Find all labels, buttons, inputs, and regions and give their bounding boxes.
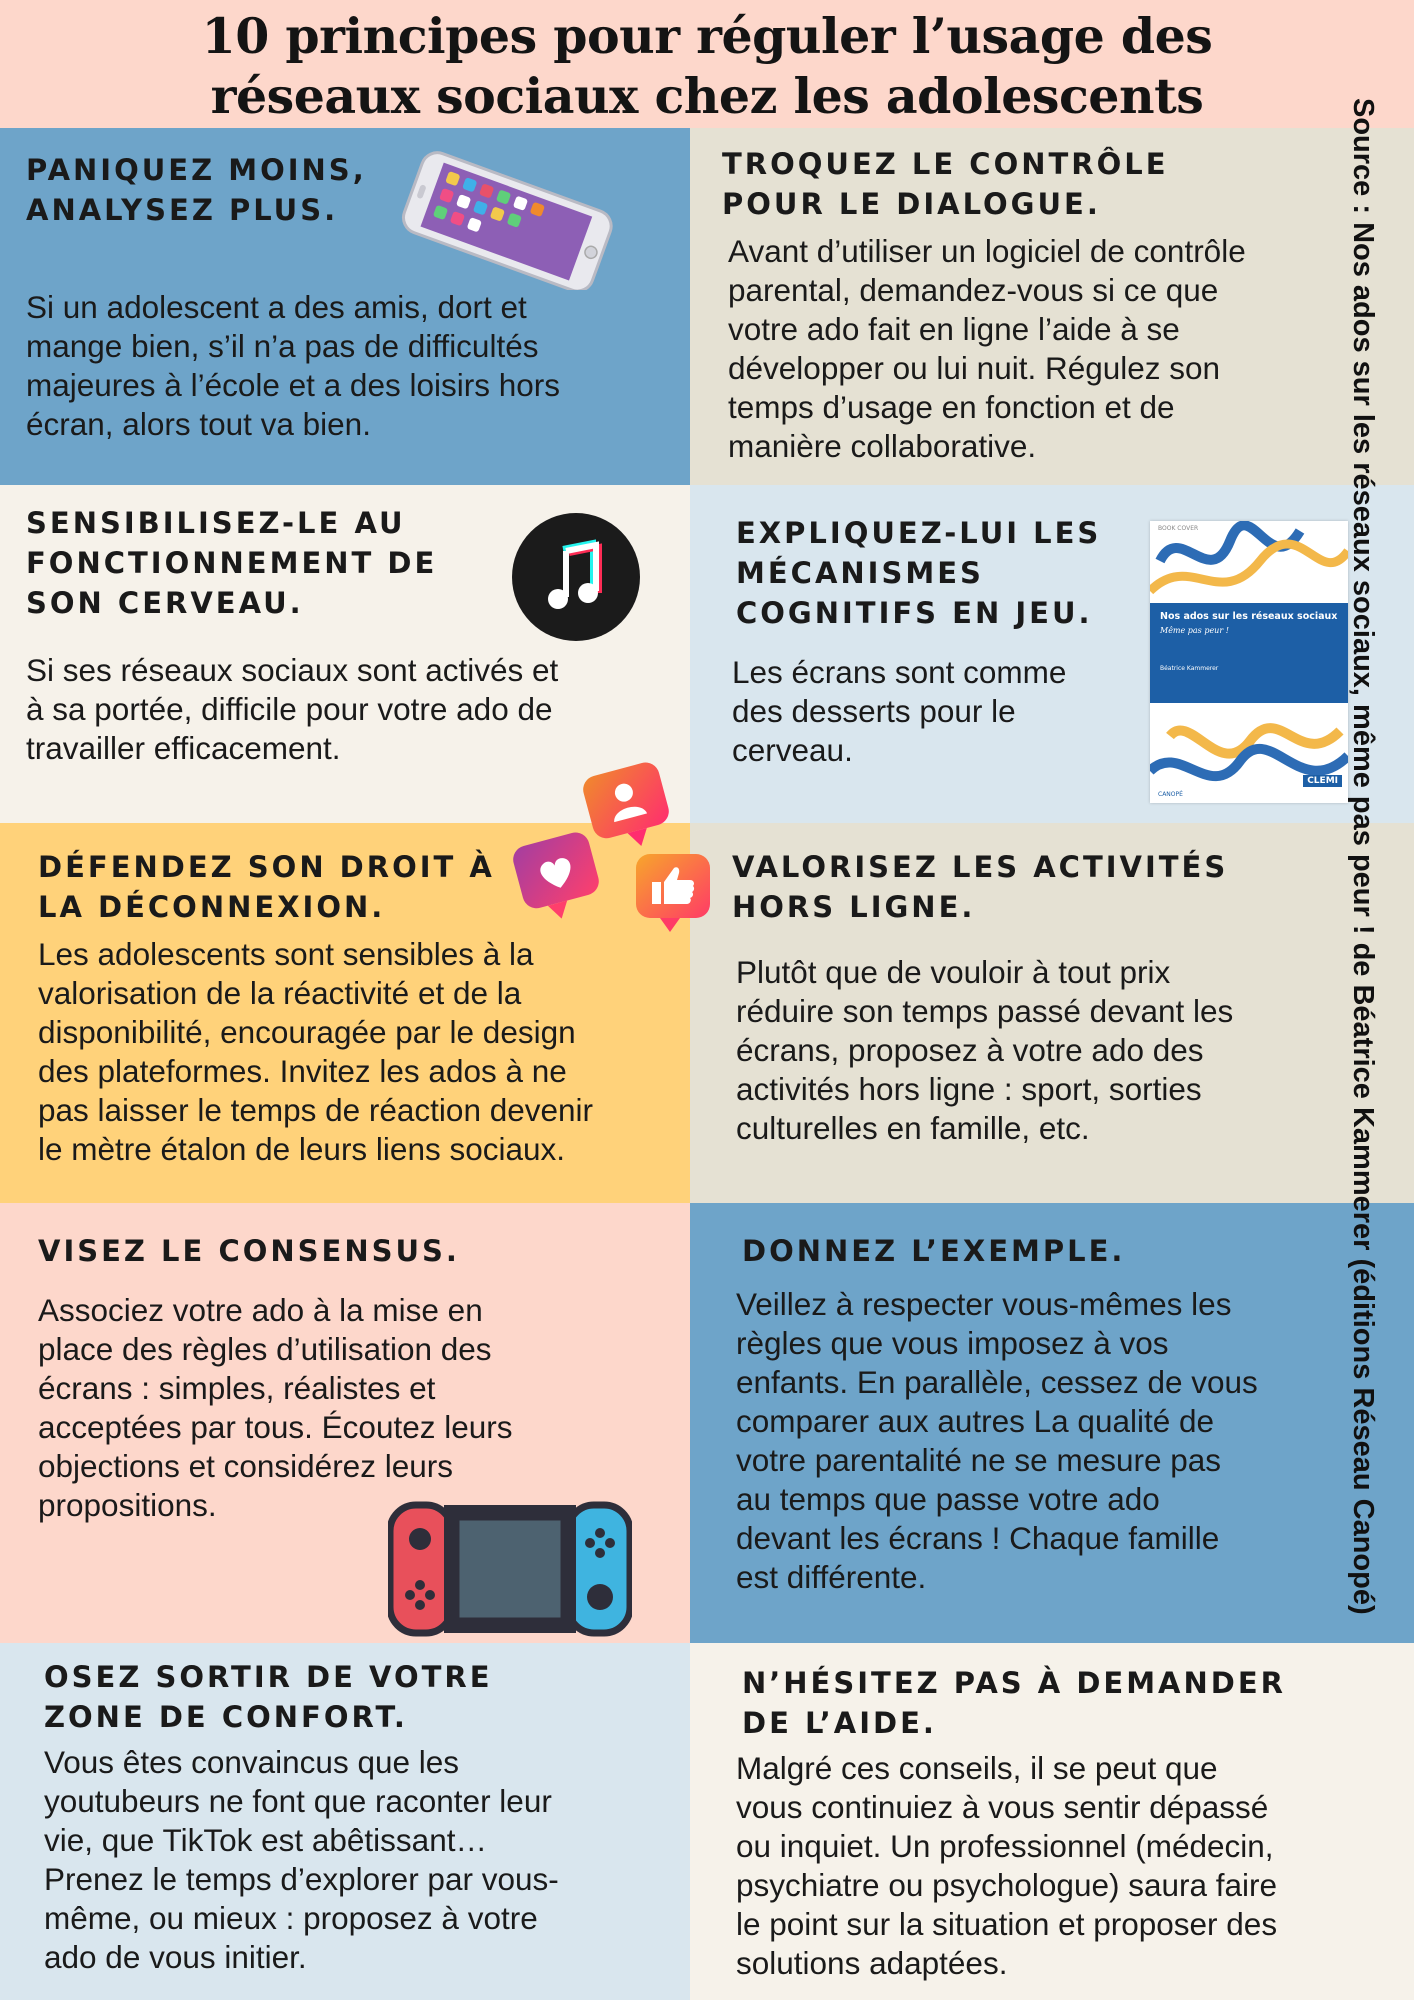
card-title [26,503,437,623]
card-body-line: est différente. [736,1559,927,1595]
card-body-line: écrans, proposez à votre ado des [736,1032,1204,1068]
card-body-line: solutions adaptées. [736,1945,1008,1981]
page-title-line-1: 10 principes pour réguler l’usage des [201,7,1213,65]
card-body-line: Veillez à respecter vous-mêmes les [736,1286,1232,1322]
card-body [26,288,560,444]
card-body [736,953,1233,1148]
card-body-line: ou inquiet. Un professionnel (médecin, [736,1828,1274,1864]
card-body-line: des plateformes. Invitez les ados à ne [38,1053,567,1089]
book-subtitle: Même pas peur ! [1160,626,1229,635]
card-title-line: ZONE DE CONFORT. [44,1700,408,1734]
card-body-line: place des règles d’utilisation des [38,1331,492,1367]
card-title-line: DE L’AIDE. [742,1706,937,1740]
card-title [732,847,1228,927]
card-body-line: propositions. [38,1487,217,1523]
card-body-line: Si ses réseaux sociaux sont activés et [26,652,559,688]
card-title-line: ANALYSEZ PLUS. [26,193,339,227]
card-body [38,1291,513,1525]
card-title-line: VALORISEZ LES ACTIVITÉS [732,850,1229,884]
card-title-line: POUR LE DIALOGUE. [722,187,1101,221]
card-body-line: même, ou mieux : proposez à votre [44,1900,538,1936]
card-body-line: psychiatre ou psychologue) saura faire [736,1867,1278,1903]
card-paniquez-moins [0,128,690,485]
tiktok-icon [510,511,642,643]
card-body [728,232,1246,466]
card-body-line: mange bien, s’il n’a pas de difficultés [26,328,539,364]
card-title [742,1231,1125,1271]
card-body-line: le point sur la situation et proposer des [736,1906,1278,1942]
card-body-line: cerveau. [732,732,853,768]
card-title [742,1663,1286,1743]
card-title-line: FONCTIONNEMENT DE [26,546,438,580]
card-body-line: votre parentalité ne se mesure pas [736,1442,1222,1478]
source-credit: Source : Nos ados sur les réseaux sociaux, même pas peur ! de Béatrice Kammerer (éditions Réseau Canopé) [1347,98,1379,1615]
card-body-line: majeures à l’école et a des loisirs hors [26,367,560,403]
card-body-line: youtubeurs ne font que raconter leur [44,1783,552,1819]
card-body-line: développer ou lui nuit. Régulez son [728,350,1221,386]
card-body-line: Les écrans sont comme [732,654,1067,690]
card-body-line: votre ado fait en ligne l’aide à se [728,311,1180,347]
card-title-line: OSEZ SORTIR DE VOTRE [44,1660,493,1694]
card-title [26,150,367,230]
card-body-line: parental, demandez-vous si ce que [728,272,1219,308]
card-body-line: disponibilité, encouragée par le design [38,1014,576,1050]
card-body-line: le mètre étalon de leurs liens sociaux. [38,1131,566,1167]
card-title [44,1657,493,1737]
card-troquez-le-controle [690,128,1414,485]
card-body-line: pas laisser le temps de réaction devenir [38,1092,594,1128]
card-body-line: à sa portée, difficile pour votre ado de [26,691,553,727]
card-body-line: réduire son temps passé devant les [736,993,1234,1029]
card-body-line: vie, que TikTok est abêtissant… [44,1822,487,1858]
card-body-line: travailler efficacement. [26,730,341,766]
card-visez-le-consensus [0,1203,690,1643]
card-expliquez-lui [690,485,1414,823]
card-title-line: EXPLIQUEZ-LUI LES [736,516,1102,550]
card-body-line: Les adolescents sont sensibles à la [38,936,534,972]
smartphone-icon [388,150,628,290]
card-osez-sortir [0,1643,690,2000]
card-body-line: temps d’usage en fonction et de [728,389,1175,425]
card-body-line: écrans : simples, réalistes et [38,1370,436,1406]
card-body [26,651,558,768]
card-title-line: LA DÉCONNEXION. [38,890,386,924]
card-title-line: HORS LIGNE. [732,890,976,924]
card-body-line: des desserts pour le [732,693,1016,729]
page-title [0,0,1414,128]
card-body-line: Avant d’utiliser un logiciel de contrôle [728,233,1246,269]
page-title-line-2: réseaux sociaux chez les adolescents [210,67,1204,125]
card-valorisez-activites [690,823,1414,1203]
card-body-line: enfants. En parallèle, cessez de vous [736,1364,1258,1400]
card-title-line: N’HÉSITEZ PAS À DEMANDER [742,1666,1286,1700]
card-body-line: culturelles en famille, etc. [736,1110,1090,1146]
card-title-line: PANIQUEZ MOINS, [26,153,367,187]
card-title-line: DONNEZ L’EXEMPLE. [742,1234,1126,1268]
card-title-line: SENSIBILISEZ-LE AU [26,506,406,540]
follower-notification-icon [580,756,676,852]
card-body-line: écran, alors tout va bien. [26,406,371,442]
card-body-line: acceptées par tous. Écoutez leurs [38,1409,513,1445]
card-body-line: Prenez le temps d’explorer par vous- [44,1861,559,1897]
card-body [736,1749,1277,1983]
book-title-band [1150,603,1348,703]
card-n-hesitez-pas [690,1643,1414,2000]
card-title [722,144,1169,224]
card-title-line: COGNITIFS EN JEU. [736,596,1093,630]
card-body [732,653,1066,770]
card-body-line: ado de vous initier. [44,1939,307,1975]
card-body [44,1743,559,1977]
card-body-line: valorisation de la réactivité et de la [38,975,522,1011]
card-body-line: objections et considérez leurs [38,1448,453,1484]
card-title [736,513,1101,633]
card-title-line: DÉFENDEZ SON DROIT À [38,850,495,884]
game-console-icon [388,1501,632,1637]
book-author: Béatrice Kammerer [1160,665,1219,672]
card-body-line: devant les écrans ! Chaque famille [736,1520,1220,1556]
like-notification-icon [630,848,720,938]
card-body-line: au temps que passe votre ado [736,1481,1160,1517]
book-brand: CLEMI [1303,775,1342,787]
book-title: Nos ados sur les réseaux sociaux [1160,611,1338,622]
card-body-line: activités hors ligne : sport, sorties [736,1071,1202,1107]
book-publisher: CANOPÉ [1158,791,1183,798]
card-body [736,1285,1258,1597]
card-body-line: Associez votre ado à la mise en [38,1292,483,1328]
card-body [38,935,593,1169]
card-body-line: Si un adolescent a des amis, dort et [26,289,527,325]
book-top-label: BOOK COVER [1158,525,1199,532]
card-body-line: manière collaborative. [728,428,1037,464]
card-title-line: SON CERVEAU. [26,586,304,620]
card-title [38,1231,460,1271]
card-body-line: Plutôt que de vouloir à tout prix [736,954,1171,990]
card-title-line: VISEZ LE CONSENSUS. [38,1234,460,1268]
card-title [38,847,495,927]
card-body-line: règles que vous imposez à vos [736,1325,1169,1361]
card-donnez-l-exemple [690,1203,1414,1643]
card-body-line: comparer aux autres La qualité de [736,1403,1215,1439]
book-cover [1150,521,1348,803]
card-body-line: vous continuiez à vous sentir dépassé [736,1789,1269,1825]
card-title-line: MÉCANISMES [736,556,984,590]
card-body-line: Vous êtes convaincus que les [44,1744,460,1780]
card-title-line: TROQUEZ LE CONTRÔLE [722,147,1169,181]
card-body-line: Malgré ces conseils, il se peut que [736,1750,1218,1786]
